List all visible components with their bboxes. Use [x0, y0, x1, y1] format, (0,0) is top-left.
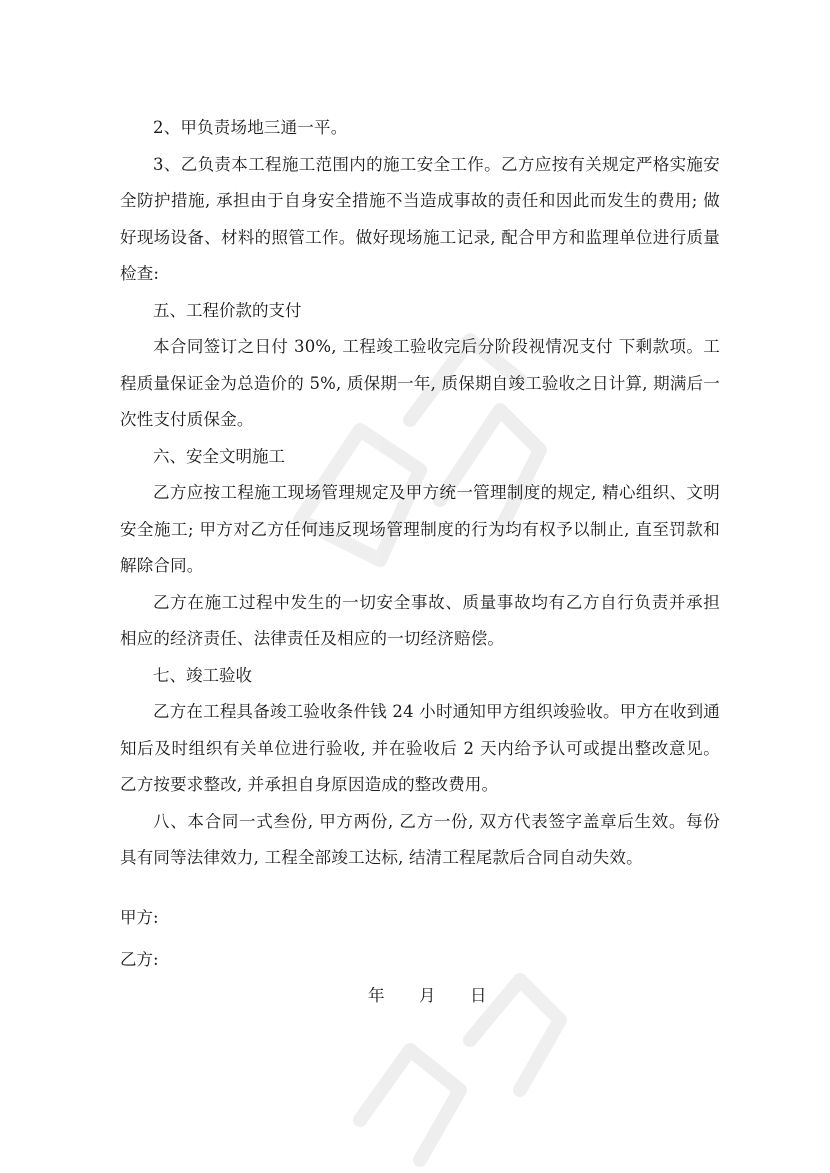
- contract-body: [120, 110, 720, 877]
- party-a-signature-label: 甲方:: [120, 908, 159, 927]
- party-b-signature-label: 乙方:: [120, 950, 159, 969]
- section-heading-payment: 五、工程价款的支付: [153, 300, 302, 320]
- paragraph-site-preparation: 2、甲负责场地三通一平。: [153, 118, 348, 137]
- signing-date: [368, 978, 487, 1014]
- paragraph-accident-liability: 乙方在施工过程中发生的一切安全事故、质量事故均有乙方自行负责并承担相应的经济责任、法律责任及相应的一切经济赔偿。: [120, 592, 720, 648]
- section-heading-safe-construction: 六、安全文明施工: [153, 446, 285, 466]
- date-month-label: 月: [419, 986, 436, 1005]
- paragraph-site-management: 乙方应按工程施工现场管理规定及甲方统一管理制度的规定, 精心组织、文明安全施工; 甲方对乙方任何违反现场管理制度的行为均有权予以制止, 直至罚款和解除合同。: [120, 483, 720, 575]
- paragraph-payment-terms: 本合同签订之日付 30%, 工程竣工验收完后分阶段视情况支付 下剩款项。工程质量保证金为总造价的 5%, 质保期一年, 质保期自竣工验收之日计算, 期满后一次性支付质保金。: [120, 337, 720, 429]
- paragraph-safety-duty: 3、乙负责本工程施工范围内的施工安全工作。乙方应按有关规定严格实施安全防护措施, 承担由于自身安全措施不当造成事故的责任和因此而发生的费用; 做好现场设备、材料的照管工作。做好现场施工记录, 配合甲方和监理单位进行质量检查:: [120, 154, 720, 283]
- signature-block: [120, 900, 720, 978]
- paragraph-copies-validity: 八、本合同一式叁份, 甲方两份, 乙方一份, 双方代表签字盖章后生效。每份具有同等法律效力, 工程全部竣工达标, 结清工程尾款后合同自动失效。: [120, 811, 720, 867]
- section-heading-acceptance: 七、竣工验收: [153, 665, 252, 685]
- date-year-label: 年: [368, 986, 385, 1005]
- date-day-label: 日: [470, 986, 487, 1005]
- paragraph-acceptance-terms: 乙方在工程具备竣工验收条件钱 24 小时通知甲方组织竣验收。甲方在收到通知后及时组织有关单位进行验收, 并在验收后 2 天内给予认可或提出整改意见。乙方按要求整改, 并承担自身原因造成的整改费用。: [120, 702, 720, 794]
